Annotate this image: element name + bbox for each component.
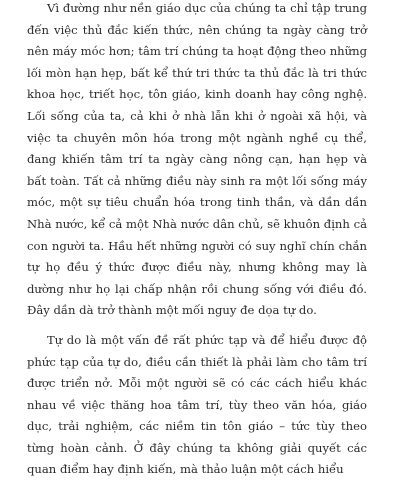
paragraph-2: Tự do là một vấn đề rất phức tạp và để hiểu được độ phức tạp của tự do, điều cần thiết là phải làm cho tâm trí được triển nở. Mỗi một người sẽ có các cách hiểu khác nhau về việc thăng hoa tâm trí, tùy theo văn hóa, giáo dục, trải nghiệm, các niềm tin tôn giáo – tức tùy theo từng hoàn cảnh. Ở đây chúng ta không giải quyết các quan điểm hay định kiến, mà thảo luận một cách hiểu [27, 332, 367, 477]
body-text [27, 0, 367, 481]
paragraph-1: Vì đường như nền giáo dục của chúng ta chỉ tập trung đến việc thủ đắc kiến thức, nên chúng ta ngày càng trở nên máy móc hơn; tâm trí chúng ta hoạt động theo những lối mòn hạn hẹp, bất kể thứ tri thức ta thủ đắc là tri thức khoa học, triết học, tôn giáo, kinh doanh hay công nghệ. Lối sống của ta, cả khi ở nhà lẫn khi ở ngoài xã hội, và việc ta chuyên môn hóa trong một ngành nghề cụ thể, đang khiến tâm trí ta ngày càng nông cạn, hạn hẹp và bất toàn. Tất cả những điều này sinh ra một lối sống máy móc, một sự tiêu chuẩn hóa trong tinh thần, và dần dần Nhà nước, kể cả một Nhà nước dân chủ, sẽ khuôn định cả con người ta. Hầu hết những người có suy nghĩ chín chắn tự họ đều ý thức được điều này, nhưng không may là dường như họ lại chấp nhận rồi chung sống với điều đó. Đây dần dà trở thành một mối nguy đe dọa tự do. [27, 1, 368, 318]
